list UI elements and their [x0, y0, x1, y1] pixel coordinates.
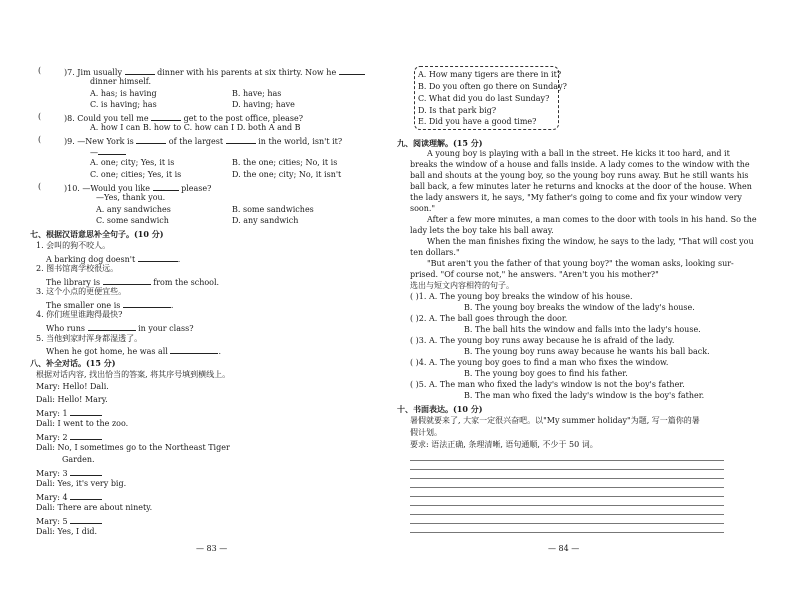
s7-blank-1[interactable] — [138, 253, 178, 262]
dialog-option-a: A. How many tigers are there in it? — [418, 70, 562, 79]
dialog-line-1: Mary: Hello! Dali. — [36, 382, 109, 391]
rc-q2-b: B. The ball hits the window and falls into the lady's house. — [464, 325, 701, 334]
q7-stem-cont: dinner himself. — [90, 77, 151, 86]
q9-blank-3[interactable] — [98, 146, 126, 155]
section-8-title: 八、补全对话。(15 分) — [30, 358, 116, 368]
passage-line-9: When the man finishes fixing the window, he says to the lady, "That will cost you — [427, 237, 754, 246]
dialog-line-2: Dali: Hello! Mary. — [36, 395, 108, 404]
writing-requirements: 要求: 语法正确, 条理清晰, 语句通顺, 不少于 50 词。 — [410, 440, 598, 449]
dialog-option-b: B. Do you often go there on Sunday? — [418, 82, 567, 91]
section-9-title: 九、阅读理解。(15 分) — [397, 138, 483, 148]
q10-option-c: C. some sandwich — [96, 216, 169, 225]
q10-option-b: B. some sandwiches — [232, 205, 314, 214]
writing-prompt-line-1: 暑假就要来了, 大家一定很兴奋吧。以"My summer holiday"为题, 写一篇你的暑 — [410, 416, 700, 425]
s7-item-1-en: A barking dog doesn't . — [46, 255, 181, 264]
page-number-right: — 84 — — [548, 544, 580, 553]
passage-line-3: ball and shouts at the young boy, so the young boy runs away. But he still wants his — [410, 171, 749, 180]
q9-blank-2[interactable] — [226, 135, 256, 144]
q8-options: A. how I can B. how to C. how can I D. both A and B — [90, 123, 301, 132]
dialog-blank-4[interactable] — [70, 491, 102, 500]
rc-q1-a: ( )1. A. The young boy breaks the window of his house. — [410, 292, 633, 301]
s8-instructions: 根据对话内容, 找出恰当的答案, 将其序号填到横线上。 — [36, 370, 231, 379]
dialog-blank-3[interactable] — [70, 467, 102, 476]
s7-blank-2[interactable] — [103, 276, 151, 285]
q10-stem: )10. —Would you like please? — [64, 184, 212, 193]
s7-item-5-cn: 5. 当他到家时浑身都湿透了。 — [36, 334, 143, 343]
writing-line[interactable] — [410, 496, 724, 497]
page-number-left: — 83 — — [196, 544, 228, 553]
q9-option-a: A. one; city; Yes, it is — [90, 158, 175, 167]
passage-line-10: ten dollars." — [410, 248, 460, 257]
s7-item-5-en: When he got home, he was all . — [46, 347, 221, 356]
rc-q2-a: ( )2. A. The ball goes through the door. — [410, 314, 568, 323]
dialog-line-6-cont: Garden. — [62, 455, 95, 464]
dialog-blank-5[interactable] — [70, 515, 102, 524]
passage-line-6: soon." — [410, 204, 436, 213]
dialog-option-e: E. Did you have a good time? — [418, 117, 537, 126]
dialog-line-10: Dali: There are about ninety. — [36, 503, 153, 512]
rc-q4-b: B. The young boy goes to find his father. — [464, 369, 628, 378]
writing-line[interactable] — [410, 505, 724, 506]
passage-line-1: A young boy is playing with a ball in the street. He kicks it too hard, and it — [427, 149, 730, 158]
writing-line[interactable] — [410, 478, 724, 479]
dialog-blank-2[interactable] — [70, 431, 102, 440]
rc-q5-a: ( )5. A. The man who fixed the lady's window is not the boy's father. — [410, 380, 685, 389]
passage-line-11: "But aren't you the father of that young boy?" the woman asks, looking sur- — [427, 259, 734, 268]
q7-blank-2[interactable] — [339, 66, 365, 75]
q7-paren: ( — [38, 66, 42, 75]
rc-q3-b: B. The young boy runs away because he wants his ball back. — [464, 347, 710, 356]
rc-q4-a: ( )4. A. The young boy goes to find a man who fixes the window. — [410, 358, 669, 367]
q9-stem: )9. —New York is of the largest in the world, isn't it? — [64, 137, 343, 146]
s7-item-4-cn: 4. 你们班里谁跑得最快? — [36, 310, 123, 319]
dialog-line-3: Mary: 1 — [36, 407, 102, 419]
section-7-title: 七、根据汉语意思补全句子。(10 分) — [30, 229, 164, 239]
passage-line-8: lady lets the boy take his ball away. — [410, 226, 554, 235]
s9-instructions: 选出与短文内容相符的句子。 — [410, 281, 514, 290]
dialog-line-11: Mary: 5 — [36, 515, 102, 527]
s7-blank-4[interactable] — [88, 322, 136, 331]
writing-line[interactable] — [410, 460, 724, 461]
passage-line-5: the lady answers it, he says, "My father's going to come and fix your window very — [410, 193, 742, 202]
q7-option-c: C. is having; has — [90, 100, 157, 109]
passage-line-12: prised. "Of course not," he answers. "Aren't you his mother?" — [410, 270, 659, 279]
writing-line[interactable] — [410, 532, 724, 533]
writing-line[interactable] — [410, 514, 724, 515]
dialog-blank-1[interactable] — [70, 407, 102, 416]
q10-blank[interactable] — [153, 182, 179, 191]
dialog-line-6: Dali: No, I sometimes go to the Northeast Tiger — [36, 443, 230, 452]
q7-option-a: A. has; is having — [90, 89, 157, 98]
passage-line-2: breaks the window of a house and falls inside. A lady comes to the window with the — [410, 160, 750, 169]
q10-option-d: D. any sandwich — [232, 216, 299, 225]
q9-paren: ( — [38, 135, 42, 144]
s7-blank-3[interactable] — [123, 299, 171, 308]
s7-blank-5[interactable] — [170, 345, 218, 354]
s7-item-3-cn: 3. 这个小点的更便宜些。 — [36, 287, 127, 296]
q9-option-d: D. the one; city; No, it isn't — [232, 170, 342, 179]
q7-option-d: D. having; have — [232, 100, 295, 109]
q9-option-c: C. one; cities; Yes, it is — [90, 170, 182, 179]
q10-option-a: A. any sandwiches — [96, 205, 171, 214]
s7-item-1-cn: 1. 会叫的狗不咬人。 — [36, 241, 111, 250]
dialog-line-9: Mary: 4 — [36, 491, 102, 503]
s7-item-4-en: Who runs in your class? — [46, 324, 194, 333]
q8-blank[interactable] — [151, 112, 181, 121]
dialog-line-12: Dali: Yes, I did. — [36, 527, 98, 536]
writing-prompt-line-2: 假计划。 — [410, 428, 442, 437]
rc-q3-a: ( )3. A. The young boy runs away because he is afraid of the lady. — [410, 336, 675, 345]
dialog-line-5: Mary: 2 — [36, 431, 102, 443]
q9-blank-1[interactable] — [136, 135, 166, 144]
passage-line-4: ball back, a few minutes later he returns and knocks at the door of the house. When — [410, 182, 752, 191]
passage-line-7: After a few more minutes, a man comes to the door with tools in his hand. So the — [427, 215, 757, 224]
q9-option-b: B. the one; cities; No, it is — [232, 158, 338, 167]
q9-reply: — — [90, 146, 126, 158]
dialog-option-c: C. What did you do last Sunday? — [418, 94, 550, 103]
section-10-title: 十、书面表达。(10 分) — [397, 404, 483, 414]
q8-stem: )8. Could you tell me get to the post office, please? — [64, 114, 303, 123]
rc-q1-b: B. The young boy breaks the window of the lady's house. — [464, 303, 695, 312]
q7-blank-1[interactable] — [125, 66, 155, 75]
writing-line[interactable] — [410, 469, 724, 470]
dialog-line-8: Dali: Yes, it's very big. — [36, 479, 127, 488]
writing-line[interactable] — [410, 523, 724, 524]
rc-q5-b: B. The man who fixed the lady's window is the boy's father. — [464, 391, 705, 400]
dialog-line-4: Dali: I went to the zoo. — [36, 419, 129, 428]
q10-reply: —Yes, thank you. — [96, 193, 166, 202]
s7-item-3-en: The smaller one is . — [46, 301, 174, 310]
q8-paren: ( — [38, 112, 42, 121]
writing-line[interactable] — [410, 487, 724, 488]
q7-stem: )7. Jim usually dinner with his parents at six thirty. Now he — [64, 66, 365, 78]
s7-item-2-cn: 2. 图书馆离学校很远。 — [36, 264, 119, 273]
dialog-option-d: D. Is that park big? — [418, 106, 497, 115]
s7-item-2-en: The library is from the school. — [46, 278, 220, 287]
q10-paren: ( — [38, 182, 42, 191]
q7-option-b: B. have; has — [232, 89, 282, 98]
dialog-line-7: Mary: 3 — [36, 467, 102, 479]
